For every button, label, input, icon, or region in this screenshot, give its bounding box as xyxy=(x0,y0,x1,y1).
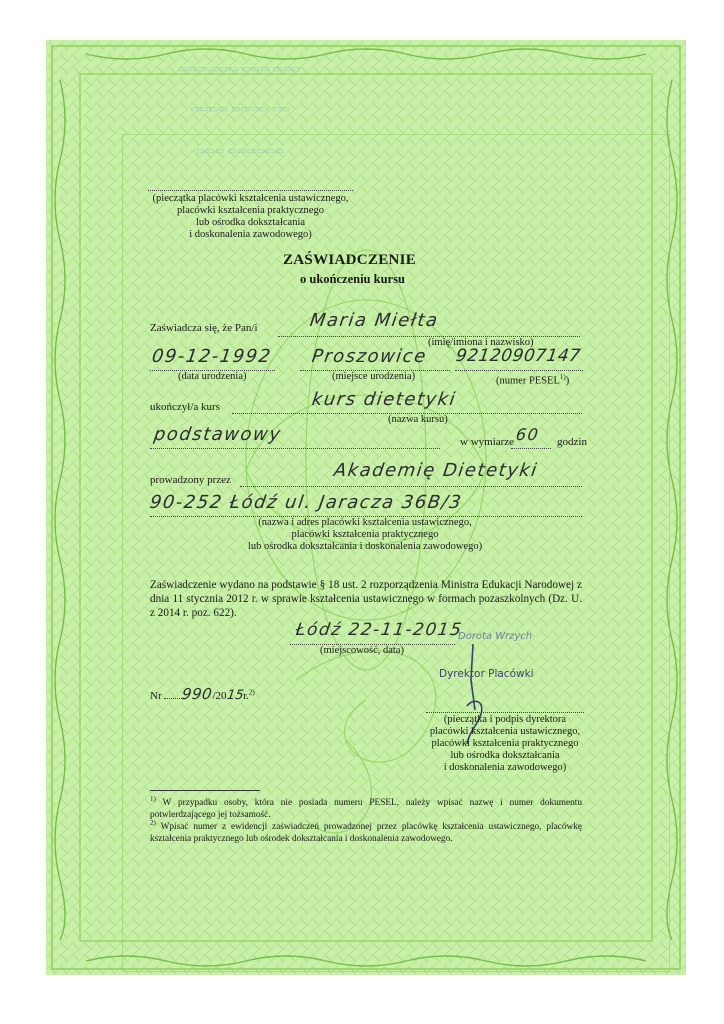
birth-place-handwritten: Proszowice xyxy=(310,346,429,367)
certifies-label: Zaświadcza się, że Pan/i xyxy=(150,322,258,334)
course-level-handwritten: podstawowy xyxy=(152,424,283,445)
name-caption: (imię/imiona i nazwisko) xyxy=(428,337,534,348)
provider-line xyxy=(240,486,582,487)
footnote-2: $^{2)}$ Wpisać numer z ewidencji zaświadczeń prowadzonej przez placówkę kształcenia ustawicznego, placówkę kształcenia praktycznego lub ośrodek dokształcania i doskonalenia zawodowego. xyxy=(150,819,582,844)
provider-caption: (nazwa i adres placówki kształcenia ustawicznego, placówki kształcenia praktycznego lub ośrodka dokształcania i doskonalenia zawodowego) xyxy=(247,517,483,552)
hours-label: w wymiarze xyxy=(460,436,515,448)
address-handwritten: 90-252 Łódź ul. Jaracza 36B/3 xyxy=(148,492,464,513)
faded-stamp-line: ▭▭▭ ▭▭▭▭▭▭ xyxy=(196,146,285,157)
hours-handwritten: 60 xyxy=(514,425,541,444)
pesel-caption: (numer PESEL$^{1)}$) xyxy=(496,373,570,387)
legal-basis-text: Zaświadczenie wydano na podstawie § 18 ust. 2 rozporządzenia Ministra Edukacji Narodowej z dnia 11 stycznia 2012 r. w sprawie kształcenia ustawicznego w formach pozaszkolnych (Dz. U. z 2014 r. poz. 622). xyxy=(150,579,582,619)
footnote-rule xyxy=(150,790,260,791)
name-handwritten: Maria Miełta xyxy=(308,310,441,331)
birth-date-handwritten: 09-12-1992 xyxy=(150,346,274,367)
place-date-caption: (miejscowość, data) xyxy=(320,645,404,656)
document-subtitle: o ukończeniu kursu xyxy=(300,272,405,286)
number-row: Nr 990/2015r.$^{2)}$ xyxy=(150,685,255,703)
course-name-caption: (nazwa kursu) xyxy=(388,414,448,425)
faded-stamp-line: ▭▭▭▭ ▭▭▭▭ ▭▭ xyxy=(190,104,291,115)
hours-unit: godzin xyxy=(557,436,587,448)
stamp-line xyxy=(148,190,353,191)
footnote-1: $^{1)}$ W przypadku osoby, która nie posiada numeru PESEL, należy wpisać nazwę i numer dokumentu potwierdzającego jej tożsamość. xyxy=(150,795,583,820)
conducted-label: prowadzony przez xyxy=(150,474,231,486)
course-level-line xyxy=(150,448,440,449)
director-caption: (pieczątka i podpis dyrektora placówki kształcenia ustawicznego, placówki kształcenia praktycznego lub ośrodka dokształcania i doskonalenia zawodowego) xyxy=(429,714,581,773)
signer-name-stamp: Dorota Wrzych xyxy=(458,631,533,642)
document-title: ZAŚWIADCZENIE xyxy=(283,252,417,268)
role-stamp: Dyrektor Placówki xyxy=(439,668,534,680)
faded-stamp: ▭▭▭ ▭▭▭ ▭▭▭ ▭▭▭ xyxy=(178,64,301,75)
completed-label: ukończył/a kurs xyxy=(150,401,220,413)
birth-date-caption: (data urodzenia) xyxy=(178,371,247,382)
stamp-caption: (pieczątka placówki kształcenia ustawicznego, placówki kształcenia praktycznego lub ośrodka dokształcania i doskonalenia zawodowego) xyxy=(152,193,349,240)
hours-line xyxy=(511,448,551,449)
course-name-handwritten: kurs dietetyki xyxy=(310,389,458,410)
pesel-handwritten: 92120907147 xyxy=(454,346,582,366)
director-sign-line xyxy=(426,712,584,713)
birth-place-caption: (miejsce urodzenia) xyxy=(332,371,416,382)
provider-handwritten: Akademię Dietetyki xyxy=(332,460,540,481)
place-date-handwritten: Łódź 22-11-2015 xyxy=(294,620,464,640)
